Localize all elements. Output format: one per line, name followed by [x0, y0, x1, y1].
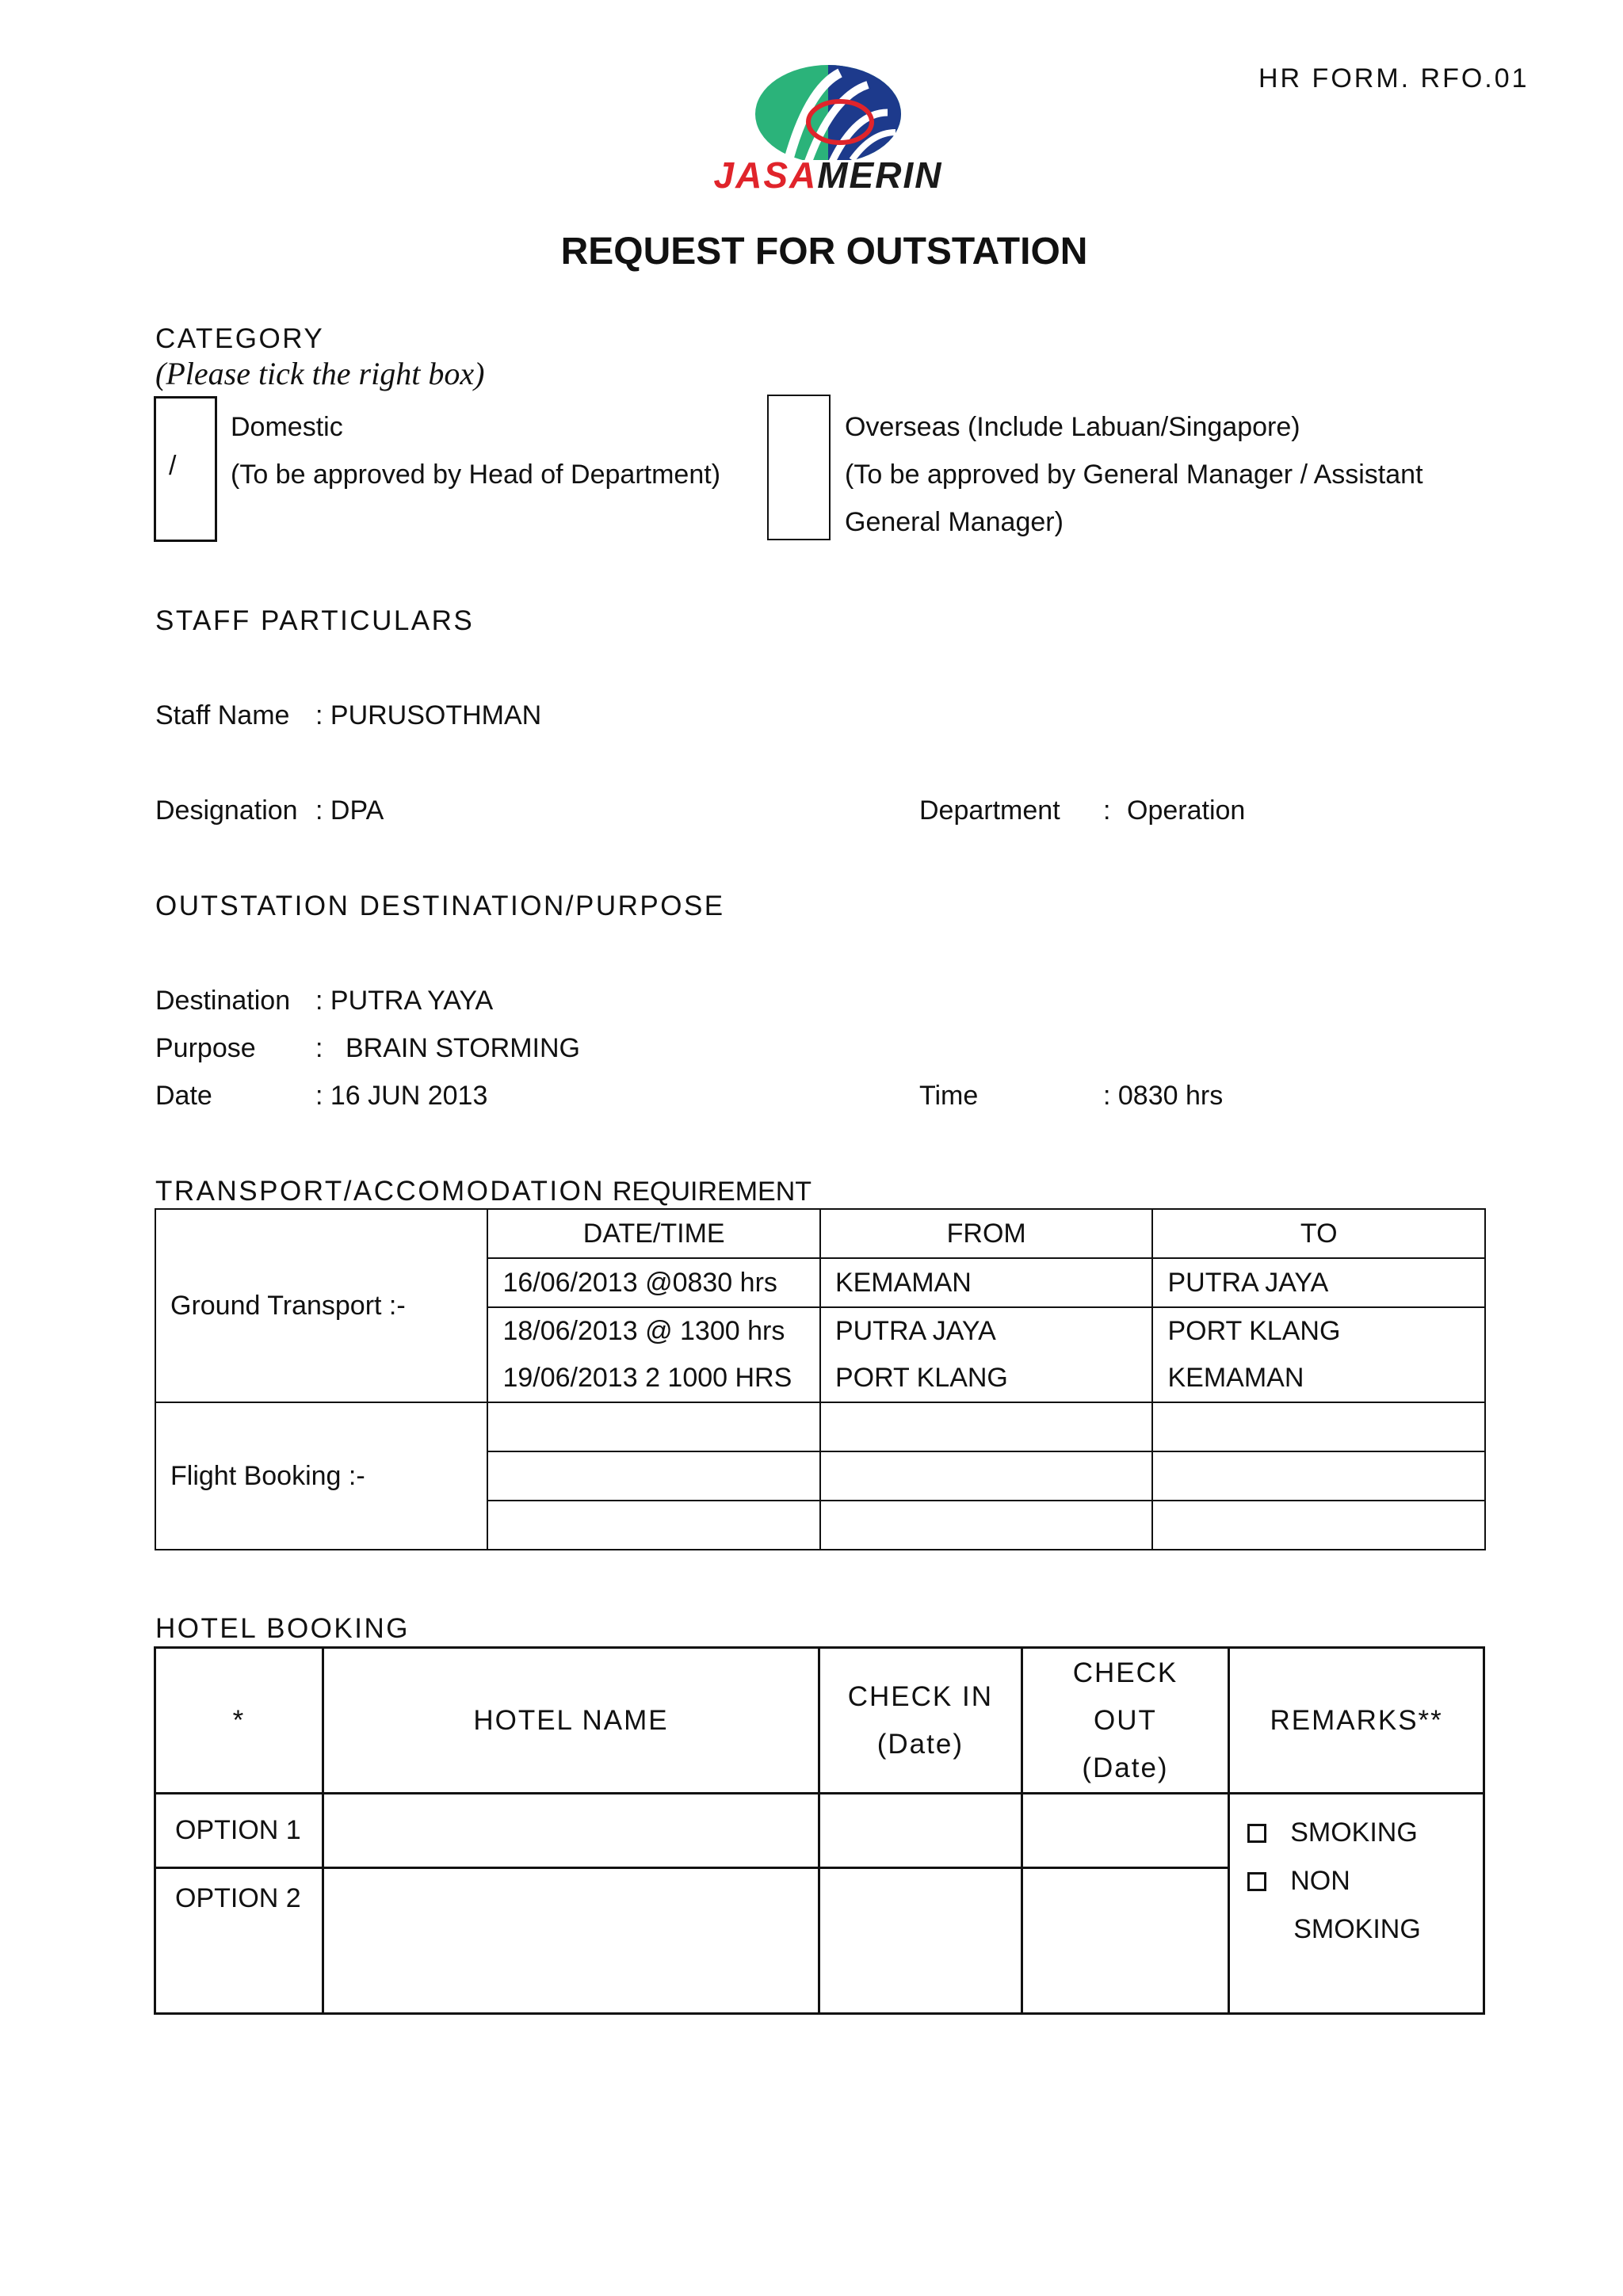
non-smoking-option[interactable] [1247, 1857, 1483, 1905]
header-from: FROM [820, 1209, 1153, 1258]
smoking-label: SMOKING [1290, 1817, 1418, 1848]
date-value: : 16 JUN 2013 [315, 1081, 488, 1111]
flight-row-3-datetime[interactable] [487, 1501, 820, 1550]
form-code: HR FORM. RFO.01 [1258, 63, 1529, 93]
header-datetime: DATE/TIME [487, 1209, 820, 1258]
ground-row-1-datetime: 16/06/2013 @0830 hrs [487, 1258, 820, 1307]
department-value: Operation [1127, 795, 1246, 826]
category-heading: CATEGORY [155, 323, 325, 354]
domestic-label: Domestic [231, 412, 343, 442]
hotel-header-checkin [819, 1648, 1022, 1794]
flight-row-3-to[interactable] [1152, 1501, 1485, 1550]
hotel-header-remarks: REMARKS** [1229, 1648, 1484, 1794]
non-smoking-label-2: SMOKING [1293, 1914, 1421, 1944]
outstation-heading: OUTSTATION DESTINATION/PURPOSE [155, 891, 725, 921]
designation-value: : DPA [315, 795, 384, 826]
checkin-line-1: CHECK IN [847, 1680, 993, 1712]
hotel-option-1-label: OPTION 1 [155, 1794, 323, 1868]
ground-row-2-datetime: 18/06/2013 @ 1300 hrs [487, 1307, 820, 1355]
smoking-option[interactable] [1247, 1809, 1483, 1857]
domestic-tick: / [169, 451, 177, 481]
hotel-header-name: HOTEL NAME [323, 1648, 819, 1794]
overseas-label: Overseas (Include Labuan/Singapore) [845, 412, 1300, 442]
domestic-checkbox[interactable] [154, 396, 217, 542]
checkout-line-1: CHECK [1072, 1657, 1178, 1688]
destination-label: Destination [155, 986, 291, 1016]
checkout-line-2: OUT [1094, 1704, 1157, 1736]
header-to: TO [1152, 1209, 1485, 1258]
hotel-table [154, 1646, 1485, 2015]
transport-table [155, 1208, 1486, 1550]
overseas-checkbox[interactable] [767, 395, 831, 540]
hotel-header-checkout [1022, 1648, 1229, 1794]
category-instruction: (Please tick the right box) [155, 356, 485, 391]
flight-row-3-from[interactable] [820, 1501, 1153, 1550]
flight-row-1-from[interactable] [820, 1402, 1153, 1451]
department-label: Department [919, 795, 1060, 826]
flight-row-2-from[interactable] [820, 1451, 1153, 1501]
hotel-option-2-checkout[interactable] [1022, 1868, 1229, 2014]
hotel-header-star: * [155, 1648, 323, 1794]
hotel-option-1-checkin[interactable] [819, 1794, 1022, 1868]
time-value: : 0830 hrs [1103, 1081, 1224, 1111]
transport-heading-bold: TRANSPORT/ACCOMODATION [155, 1176, 605, 1207]
date-label: Date [155, 1081, 212, 1111]
logo-text-red: JASA [713, 154, 818, 196]
staff-name-value: : PURUSOTHMAN [315, 700, 542, 730]
non-smoking-label-1: NON [1290, 1866, 1350, 1896]
department-sep: : [1103, 795, 1111, 826]
flight-row-1-datetime[interactable] [487, 1402, 820, 1451]
staff-name-label: Staff Name [155, 700, 290, 730]
hotel-option-2-label: OPTION 2 [155, 1868, 323, 2014]
page-title: REQUEST FOR OUTSTATION [560, 231, 1088, 273]
overseas-note-1: (To be approved by General Manager / Assistant [845, 460, 1423, 490]
designation-label: Designation [155, 795, 298, 826]
ground-transport-label: Ground Transport :- [155, 1209, 487, 1402]
destination-value: : PUTRA YAYA [315, 986, 494, 1016]
hotel-heading: HOTEL BOOKING [155, 1613, 410, 1644]
ground-row-2-to: PORT KLANG [1152, 1307, 1485, 1355]
ground-row-3-datetime: 19/06/2013 2 1000 HRS [487, 1355, 820, 1402]
domestic-note: (To be approved by Head of Department) [231, 460, 721, 490]
ground-row-2-from: PUTRA JAYA [820, 1307, 1153, 1355]
smoking-checkbox-icon[interactable] [1247, 1824, 1266, 1843]
ground-row-1-to: PUTRA JAYA [1152, 1258, 1485, 1307]
hotel-option-2-name[interactable] [323, 1868, 819, 2014]
flight-row-2-to[interactable] [1152, 1451, 1485, 1501]
flight-row-2-datetime[interactable] [487, 1451, 820, 1501]
overseas-note-2: General Manager) [845, 507, 1064, 537]
non-smoking-checkbox-icon[interactable] [1247, 1872, 1266, 1891]
transport-heading-rest: REQUIREMENT [612, 1177, 812, 1207]
purpose-sep: : [315, 1033, 323, 1063]
flight-booking-label: Flight Booking :- [155, 1402, 487, 1550]
flight-row-1-to[interactable] [1152, 1402, 1485, 1451]
hotel-option-1-checkout[interactable] [1022, 1794, 1229, 1868]
purpose-value: BRAIN STORMING [346, 1033, 580, 1063]
checkin-line-2: (Date) [876, 1728, 964, 1760]
globe-logo-icon [670, 57, 987, 160]
hotel-option-2-checkin[interactable] [819, 1868, 1022, 2014]
staff-heading: STAFF PARTICULARS [155, 605, 475, 636]
company-logo [670, 57, 987, 196]
hotel-remarks-cell [1229, 1794, 1484, 2014]
purpose-label: Purpose [155, 1033, 256, 1063]
ground-row-1-from: KEMAMAN [820, 1258, 1153, 1307]
ground-row-3-to: KEMAMAN [1152, 1355, 1485, 1402]
hotel-option-1-name[interactable] [323, 1794, 819, 1868]
time-label: Time [919, 1081, 979, 1111]
transport-heading [155, 1176, 812, 1207]
ground-row-3-from: PORT KLANG [820, 1355, 1153, 1402]
logo-text-dark: MERIN [817, 154, 943, 196]
checkout-line-3: (Date) [1082, 1752, 1169, 1783]
